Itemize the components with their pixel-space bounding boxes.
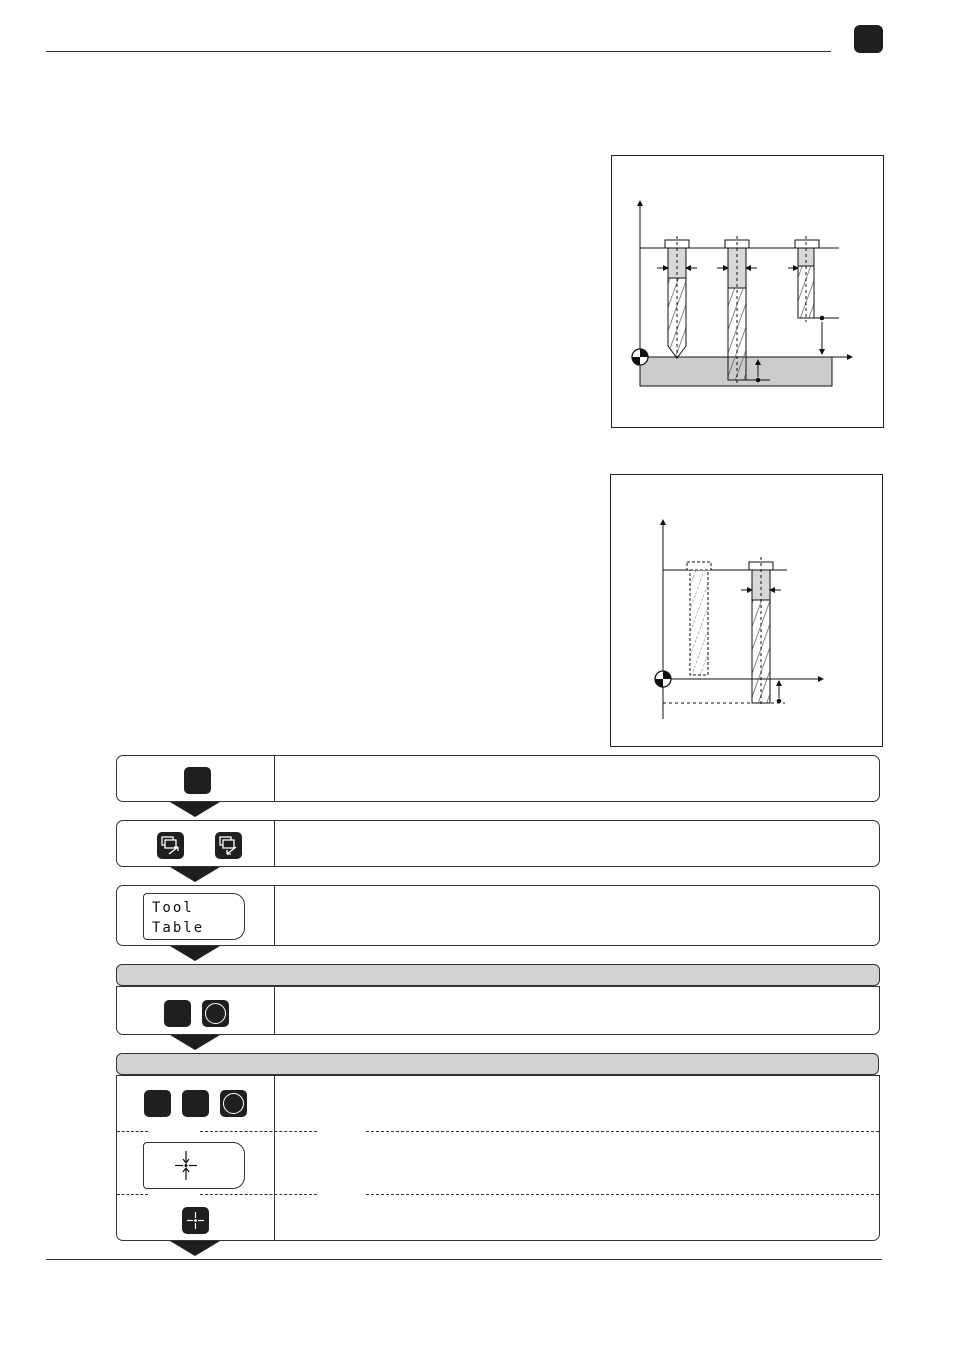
section-header-bar	[116, 1053, 879, 1075]
section-header-bar	[116, 964, 880, 986]
reference-tool-figure	[610, 474, 883, 747]
chapter-tab-marker	[854, 25, 883, 53]
square-key-icon[interactable]	[184, 767, 211, 794]
step-press-key	[116, 755, 880, 802]
alternative-separator	[117, 1131, 148, 1132]
step-alternatives	[116, 1075, 880, 1241]
step-divider	[274, 987, 275, 1034]
alternative-separator	[366, 1131, 879, 1132]
step-divider	[274, 821, 275, 866]
reference-tool-diagram	[611, 475, 882, 746]
top-rule	[46, 51, 831, 52]
step-arrow	[170, 946, 220, 961]
lcd-line-2: Table	[152, 920, 205, 936]
page-back-icon[interactable]	[215, 832, 242, 859]
circle-key-icon[interactable]	[220, 1090, 247, 1117]
alternative-separator	[366, 1194, 879, 1195]
square-key-icon[interactable]	[182, 1090, 209, 1117]
alternative-separator	[200, 1131, 317, 1132]
lcd-line-1: Tool	[152, 900, 194, 916]
tool-length-diagram	[612, 156, 883, 427]
alternative-separator	[117, 1194, 148, 1195]
square-key-icon[interactable]	[164, 1000, 191, 1027]
step-divider	[274, 756, 275, 801]
step-enter-value	[116, 986, 880, 1035]
step-arrow	[170, 867, 220, 882]
crosshair-probe-icon[interactable]	[182, 1207, 209, 1234]
bottom-rule	[46, 1259, 882, 1260]
step-arrow	[170, 802, 220, 817]
square-key-icon[interactable]	[144, 1090, 171, 1117]
step-softkeys	[116, 820, 880, 867]
lcd-display	[143, 893, 245, 940]
circle-key-icon[interactable]	[202, 1000, 229, 1027]
step-divider	[274, 1076, 275, 1240]
step-arrow	[170, 1241, 220, 1256]
lcd-probe-display	[143, 1142, 245, 1189]
page-forward-icon[interactable]	[157, 832, 184, 859]
step-tool-table	[116, 885, 880, 946]
alternative-separator	[200, 1194, 317, 1195]
tool-length-figure	[611, 155, 884, 428]
step-divider	[274, 886, 275, 945]
step-arrow	[170, 1035, 220, 1050]
crosshair-probe-icon	[144, 1143, 244, 1188]
